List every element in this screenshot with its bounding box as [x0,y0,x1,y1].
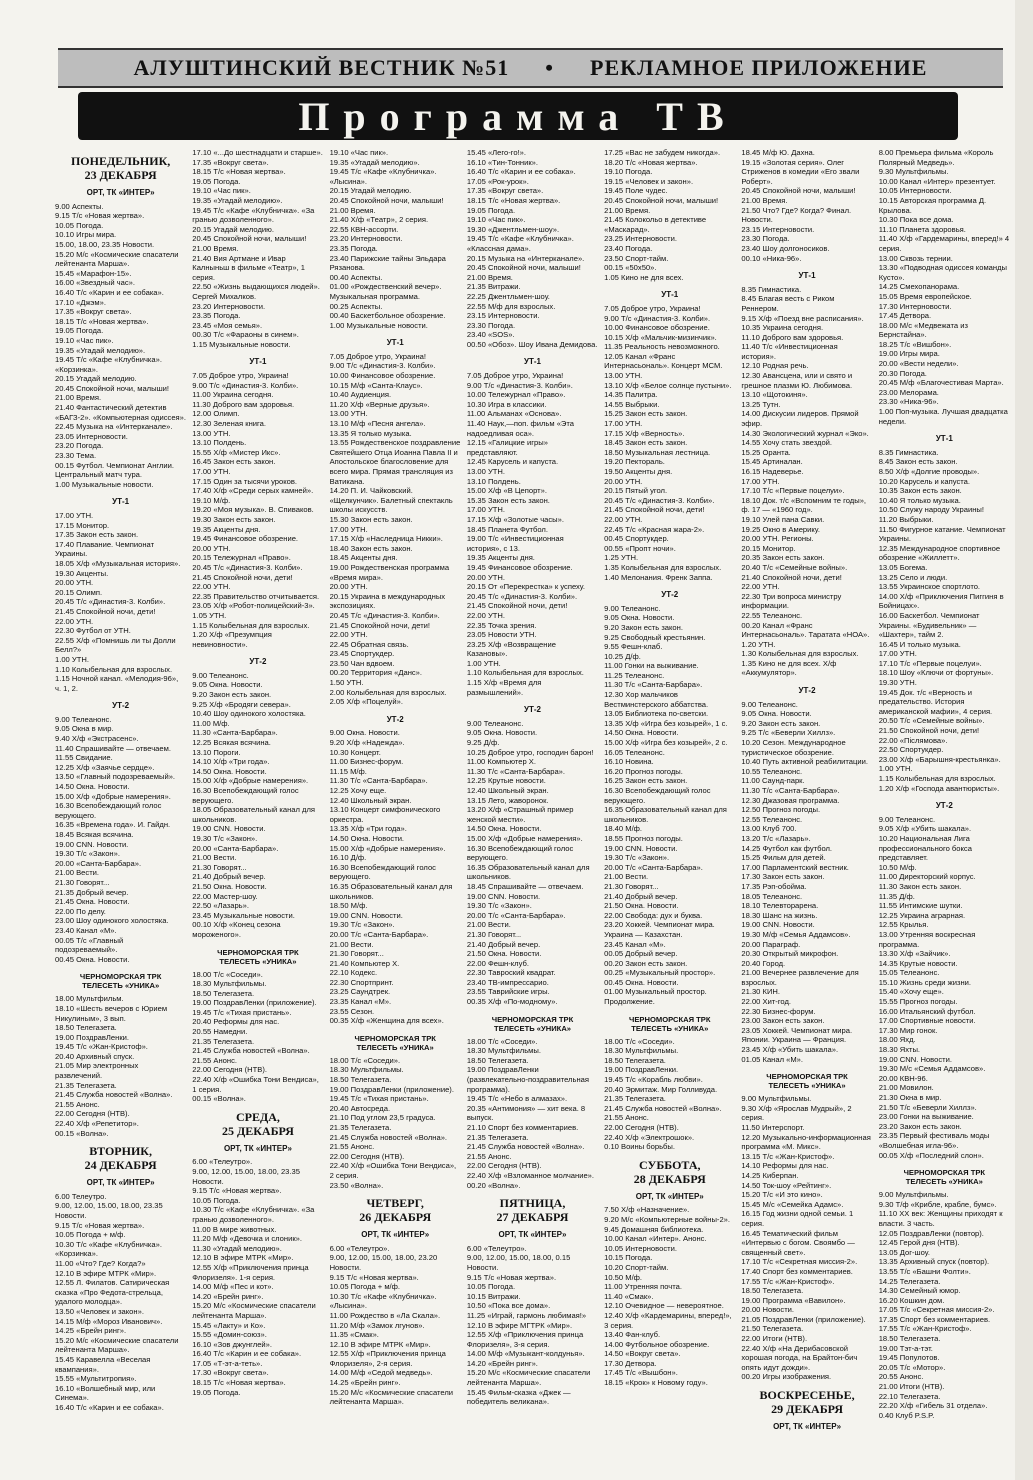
section-heading: УТ-2 [523,705,541,715]
channel-heading: ОРТ, ТК «ИНТЕР» [635,1191,704,1201]
program-listing: 6.00 «Телеутро». 9.00, 12.00, 15.00, 18.00, 23.35 Новости. 9.15 Т/с «Новая жертва». 10.05 Погода. 10.30 Т/с «Кафе «Клубничка». «За гранью дозволенного». 11.00 В мире животных. 11.20 М/ф «Девочка и слоник». 11.30 «Угадай мелодию». 12.10 В эфире МТРК «Мир». 12.55 Х/ф «Приключения принца Флоризеля». 1-я серия. 14.00 М/ф «Пес и кот». 14.20 «Брейн ринг». 15.20 М/с «Космические спасатели лейтенанта Марша». 15.45 «Лакту» и Ко». 15.55 «Домин-союз». 16.10 «Зов джунглей». 16.40 Т/с «Карин и ее собака». 17.05 «Т-эт-а-теть». 17.30 «Вокруг света». 18.15 Т/с «Новая жертва». 19.05 Погода. [192,1157,316,1397]
program-listing: 15.45 «Лего-го!». 16.10 «Тин-Тонник». 16.40 Т/с «Карин и ее собака». 17.05 «Рок-урок». 17.35 «Вокруг света». 18.15 Т/с «Новая жертва». 19.05 Погода. 19.10 «Час пик». 19.30 «Джентльмен-шоу». 19.45 Т/с «Кафе «Клубничка». «Классная дама». 20.15 Музыка на «Интерканале». 20.45 Спокойной ночи, малыши! 21.00 Время. 21.35 Витражи. 22.25 Джентльмен-шоу. 22.55 М/ф для взрослых. 23.15 Интерновости. 23.30 Погода. 23.40 «SOS». 00.50 «Обоз». Шоу Ивана Демидова. [466,148,598,349]
section-heading: УТ-1 [935,434,953,444]
regional-channel-heading: ЧЕРНОМОРСКАЯ ТРК ТЕЛЕСЕТЬ «УНИКА» [766,1072,848,1091]
program-listing: 9.00 Телеанонс. 9.05 Окна в мир. 9.40 Х/ф «Экстрасенс». 11.40 Спрашивайте — отвечаем. 11.55 Свидание. 12.25 Х/ф «Заячье сердце». 13.50 «Главный подозреваемый». 14.50 Окна. Новости. 15.00 Х/ф «Добрые намерения». 16.30 Всепобеждающий голос верующего. 16.35 «Времена года». И. Гайдн. 18.45 Всякая всячина. 19.00 CNN. Новости. 19.30 Т/с «Закон». 20.00 «Санта-Барбара». 21.00 Вести. 21.30 Говорят... 21.35 Добрый вечер. 21.45 Окна. Новости. 22.00 По делу. 23.00 Шоу одинокого холостяка. 23.40 Канал «М». 00.05 Т/с «Главный подозреваемый». 00.45 Окна. Новости. [55,714,176,964]
channel-heading: ОРТ, ТК «ИНТЕР» [86,188,155,197]
day-heading: ПЯТНИЦА, 27 ДЕКАБРЯ [496,1196,569,1225]
regional-channel-heading: ЧЕРНОМОРСКАЯ ТРК ТЕЛЕСЕТЬ «УНИКА» [903,1168,986,1187]
program-listing: 8.35 Гимнастика. 8.45 Закон есть закон. 8.50 Х/ф «Долгие проводы». 10.20 Карусель и капуста. 10.35 Закон есть закон. 10.40 Я только музыка. 10.50 Служу народу Украины! 11.20 Выбрыки. 11.50 Фигурное катание. Чемпионат Украины. 12.35 Международное спортивное обозрение «Жиллетт». 13.05 Богема. 13.25 Село и люди. 13.55 Украинское спортлото. 14.00 Х/ф «Приключения Пиггиня в Бойницах». 16.00 Баскетбол. Чемпионат Украины. «Будивельник» — «Шахтер», тайм 2. 16.45 И только музыка. 17.00 УТН. 17.10 Т/с «Первые поцелуи». 18.10 Шоу «Ключи от фортуны». 19.30 УТН. 19.45 Док. т/с «Верность и предательство. История американской мафии», 4 серия. 20.50 Т/с «Семейные войны». 21.50 Спокойной ночи, дети! 22.00 «Післямова». 22.50 Спортукдер. 23.00 Х/ф «Барышня-крестьянка». 1.00 УТН. 1.15 Колыбельная для взрослых. 1.20 Х/ф «Господа авантюристы». [878,447,1006,793]
section-heading: УТ-2 [798,686,816,696]
program-tv-logo [78,92,958,140]
program-listing: 9.00 Телеанонс. 9.05 Окна. Новости. 9.20 Закон есть закон. 9.25 Х/ф «Бродяги севера». 10.40 Шоу одинокого холостяка. 11.00 М/ф. 11.30 «Санта-Барбара». 12.25 Всякая всячина. 13.10 Пороги. 14.10 Х/ф «Три года». 14.50 Окна. Новости. 15.00 Х/ф «Добрые намерения». 16.30 Всепобеждающий голос верующего. 18.05 Образовательный канал для школьников. 19.00 CNN. Новости. 19.30 Т/с «Закон». 20.00 «Санта-Барбара». 21.00 Вести. 21.30 Говорят... 21.40 Добрый вечер. 21.50 Окна. Новости. 22.00 Мастер-шоу. 22.50 «Лазарь». 23.45 Музыкальные новости. 00.10 Х/ф «Конец сезона мороженого». [192,670,316,939]
program-listing: 8.35 Гимнастика. 8.45 Благая весть с Риком Реннером. 9.15 Х/ф «Поезд вне расписания». 10.35 Украина сегодня. 11.10 Доброго вам здоровья. 11.40 Т/с «Инвестиционная история». 12.10 Родная речь. 12.30 Авансцена, или и свято и грешное плазми Ю. Любимова. 13.10 «Щотокиня». 13.25 Тутн. 14.00 Дискусии лидеров. Прямой эфир. 14.30 Экологический журнал «Эко». 14.55 Хочу стать звездой. 15.25 Оранта. 15.45 Артиналан. 16.15 Надеверье. 17.00 УТН. 17.10 Т/с «Первые поцелуи». 18.10 Док. т/с «Вспомним те годы», ф. 17 — «1960 год». 19.10 Улей пана Савки. 19.25 Окно в Америку. 20.00 УТН. Регионы. 20.15 Монитор. 20.35 Закон есть закон. 20.40 Т/с «Семейные войны». 21.40 Спокойной ночи, дети! 22.00 УТН. 22.30 Три вопроса министру информации. 22.55 Телеанонс. 00.20 Канал «Франс Интернасьональ». Таратата «НОА». 1.20 УТН. 1.30 Колыбельная для взрослых. 1.35 Кино не для всех. Х/ф «Аккумулятор». [741,284,870,678]
schedule-column-6 [741,148,872,1473]
logo-text: Программа ТВ [298,94,738,139]
program-listing: 18.45 М/ф Ю. Дахна. 19.15 «Золотая серия». Олег Стриженов в комедии «Его звали Роберт». 20.45 Спокойной ночи, малыши! 21.00 Время. 21.50 Что? Где? Когда? Финал. Новости. 23.15 Интерновости. 23.30 Погода. 23.40 Шоу долгоносиков. 00.10 «Ника-96». [741,148,860,263]
channel-heading: ОРТ, ТК «ИНТЕР» [86,1178,155,1188]
schedule-column-3 [330,148,461,1473]
program-listing: 9.00 Аспекты. 9.15 Т/с «Новая жертва». 10.05 Погода. 10.10 Игры мира. 15.00, 18.00, 23.35 Новости. 15.20 М/с «Космические спасатели лейтенанта Марша». 15.45 «Марафон-15». 16.00 «Звездный час». 16.40 Т/с «Карин и ее собака». 17.10 «Джэм». 17.35 «Вокруг света». 18.15 Т/с «Новая жертва». 19.05 Погода. 19.10 «Час пик». 19.35 «Угадай мелодию». 19.45 Т/с «Кафе «Клубничка». «Корзинка». 20.15 Угадай мелодию. 20.45 Спокойной ночи, малыши! 21.00 Время. 21.40 Фантастический детектив «БАГЗ-2». «Компьютерная одиссея». 22.45 Музыка на «Интерканале». 23.05 Интерновости. 23.20 Погода. 23.30 Тема. 00.15 Футбол. Чемпионат Англии. Центральный матч тура. 1.00 Музыкальные новости. [55,201,186,489]
channel-heading: ОРТ, ТК «ИНТЕР» [361,1230,430,1240]
section-heading: УТ-1 [523,357,541,367]
schedule-column-2 [192,148,323,1473]
program-listing: 6.00 «Телеутро». 9.00, 12.00, 15.00, 18.00, 23.20 Новости. 9.15 Т/с «Новая жертва». 10.05 Погода + м/ф. 10.30 Т/с «Кафе «Клубничка». «Лысина». 11.00 Рождество в «Ла Скала». 11.20 М/ф «Замок лгунов». 11.35 «Смак». 12.10 В эфире МТРК «Мир». 12.55 Х/ф «Приключения принца Флоризеля», 2-я серия. 14.00 М/ф «Седой медведь». 14.25 «Брейн ринг». 15.20 М/с «Космические спасатели лейтенанта Марша». [329,1243,454,1407]
regional-channel-heading: ЧЕРНОМОРСКАЯ ТРК ТЕЛЕСЕТЬ «УНИКА» [354,1033,436,1052]
program-listing: 18.00 Т/с «Соседи». 18.30 Мультфильмы. 18.50 Телегазета. 19.00 ПоздравЛенки (развлекательно-поздравительная программа). 19.45 Т/с «Небо в алмазах». 20.35 «Антимония» — хит века. 8 выпуск. 21.10 Спорт без комментариев. 21.35 Телегазета. 21.45 Служба новостей «Волна». 21.55 Анонс. 22.00 Сегодня (НТВ). 22.40 Х/ф «Взломанное молчание». 00.20 «Волна». [466,1036,595,1190]
day-heading: СУББОТА, 28 ДЕКАБРЯ [633,1157,706,1186]
program-listing: 18.00 Т/с «Соседи». 18.30 Мультфильмы. 18.50 Телегазета. 19.00 ПоздравЛенки (приложение). 19.45 Т/с «Тихая пристань». 20.40 Реформы для нас. 20.55 Намедни. 21.35 Телегазета. 21.45 Служба новостей «Волна». 21.55 Анонс. 22.00 Сегодня (НТВ). 22.40 Х/ф «Ошибка Тони Вендиса», 1 серия. 00.15 «Волна». [192,969,319,1104]
section-heading: УТ-1 [112,497,130,507]
program-listing: 18.00 Мультфильм. 18.10 «Шесть вечеров с Юрием Никулиным», 3 вып. 18.50 Телегазета. 19.00 ПоздравЛенки. 19.45 Т/с «Жан-Кристоф». 20.40 Архивный спуск. 21.05 Мир электронных развлечений. 21.35 Телегазета. 21.45 Служба новостей «Волна». 21.55 Анонс. 22.00 Сегодня (НТВ). 22.40 Х/ф «Репетитор». 00.15 «Волна». [55,994,173,1138]
program-listing: 7.50 Х/ф «Назначение». 9.20 М/с «Компьютерные войны-2». 9.45 Домашняя библиотека. 10.00 Канал «Интер». Анонс. 10.05 Интерновости. 10.15 Погода. 10.20 Спорт-тайм. 10.50 М/ф. 11.00 Утренняя почта. 11.40 «Смак». 12.10 Очевидное — невероятное. 12.40 Х/ф «Кардемарины, вперед!», 3 серия. 13.40 Фан-клуб. 14.00 Футбольное обозрение. 14.50 «Вокруг света». 17.30 Детвора. 17.45 Т/с «Вышбон». 18.15 «Крок» к Новому году». [604,1205,732,1388]
schedule-column-7 [879,148,1010,1473]
program-listing: 8.00 Премьера фильма «Король Полярный Медведь». 9.30 Мультфильмы. 10.00 Канал «Интер» презентует. 10.05 Интерновости. 10.15 Авторская программа Д. Крылова. 10.30 Пока все дома. 11.10 Планета здоровья. 11.40 Х/ф «Гардемарины, вперед!» 4 серия. 13.00 Сквозь тернии. 13.30 «Подводная одиссея команды Кусто». 14.25 Смехопанорама. 15.05 Время европейское. 17.30 Интерновости. 17.45 Детвора. 18.00 М/с «Медвежата из Бернстайна». 18.25 Т/с «Вишбон». 19.00 Игры мира. 20.00 «Вести недели». 20.30 Погода. 20.45 М/ф «Благочестивая Марта». 23.00 Мелорама. 23.30 «Ника-96». 1.00 Поп-музыка. Лучшая двадцатка недели. [878,148,1010,426]
regional-channel-heading: ЧЕРНОМОРСКАЯ ТРК ТЕЛЕСЕТЬ «УНИКА» [491,1014,574,1033]
day-heading: ВТОРНИК, 24 ДЕКАБРЯ [84,1144,157,1173]
section-heading: УТ-2 [661,590,679,600]
program-listing: 9.00 Мультфильмы. 9.30 Х/ф «Ярослав Мудрый», 2 серия. 11.50 Интерспорт. 12.20 Музыкально-информационная программа «М. Микс». 13.15 Т/с «Жан-Кристоф». 14.10 Реформы для нас. 14.25 Киберпан. 14.50 Ток-шоу «Рейтинг». 15.20 Т/с «И это кино». 15.45 М/с «Семейка Адамс». 16.15 Год жизни одной семьи. 1 серия. 16.45 Тематический фильм «Интервью с богом. Своямбо — священный свет». 17.10 Т/с «Секретная миссия-2». 17.40 Спорт без комментариев. 17.55 Т/с «Жан-Кристоф». 18.50 Телегазета. 19.00 Программа «Вавилон». 20.00 Новости. 21.05 ПоздравЛенки (приложение). 21.50 Телегазета. 22.00 Итоги (НТВ). 22.40 Х/ф «На Дерибасовской хорошая погода, на Брайтон-бич опять идут дожди». 00.20 Игры изображения. [741,1094,871,1382]
section-heading: УТ-1 [798,271,816,281]
channel-heading: ОРТ, ТК «ИНТЕР» [223,1143,292,1153]
program-listing: 17.25 «Вас не забудем никогда». 18.20 Т/с «Новая жертва». 19.10 Погода. 19.15 «Человек и закон». 19.45 Поле чудес. 20.45 Спокойной ночи, малыши! 21.00 Время. 21.45 Колокольо в детективе «Маскарад». 23.25 Интерновости. 23.40 Погода. 23.50 Спорт-тайм. 00.15 «50х50». 1.05 Кино не для всех. [604,148,721,282]
channel-heading: ОРТ, ТК «ИНТЕР» [773,1422,842,1432]
logo-graphic [78,92,958,140]
day-heading: СРЕДА, 25 ДЕКАБРЯ [221,1109,294,1138]
program-listing: 7.05 Доброе утро, Украина! 9.00 Т/с «Династия-3. Колби». 11.00 Украина сегодня. 11.30 Доброго вам здоровья. 12.00 Олимп. 12.30 Зеленая книга. 13.00 УТН. 13.10 Полдень. 15.55 Х/ф «Мистер Икс». 16.45 Закон есть закон. 17.00 УТН. 17.15 Один за тысячи уроков. 17.40 Х/ф «Среди серых камней». 19.10 М/ф. 19.20 «Моя музыка». В. Спиваков. 19.30 Закон есть закон. 19.35 Акценты дня. 19.45 Финансовое обозрение. 20.00 УТН. 20.15 Тележурнал «Право». 20.45 Т/с «Династия-3. Колби». 21.45 Спокойной ночи, дети! 22.00 УТН. 22.35 Правительство отчитывается. 23.05 Х/ф «Робот-полицейский-3». 1.05 УТН. 1.15 Колыбельная для взрослых. 1.20 Х/ф «Презумпция невиновности». [192,371,320,649]
section-heading: УТ-2 [386,714,404,724]
program-listing: 7.05 Доброе утро, Украина! 9.00 Т/с «Династия-3. Колби». 10.00 Тележурнал «Право». 10.30 Игра в классики. 11.00 Альманах «Основа». 11.40 Наук,—поп. фильм «Эта надоедливая оса». 12.15 «Галицкие игры» представляют. 12.45 Карусель и капуста. 13.00 УТН. 13.10 Полдень. 15.00 Х/ф «В Цепорт». 15.35 Закон есть закон. 17.00 УТН. 17.15 Х/ф «Золотые часы». 18.45 Планета Футбол. 19.00 Т/с «Инвестиционная история», с 13. 19.35 Акценты дня. 19.45 Финансовое обозрение. 20.00 УТН. 20.15 От «Перекрестка» к успеху. 20.45 Т/с «Династия-3. Колби». 21.45 Спокойной ночи, дети! 22.00 УТН. 22.35 Точка зрения. 23.05 Новости УТН. 23.25 Х/ф «Возвращение Казановы». 1.00 УТН. 1.10 Колыбельная для взрослых. 1.15 Х/ф «Время для размышлений». [466,371,585,697]
program-listing: 18.00 Т/с «Соседи». 18.30 Мультфильмы. 18.50 Телегазета. 19.00 ПоздравЛенки. 19.45 Т/с «Корабль любви». 20.40 Эрмитаж. Мир Голливуда. 21.35 Телегазета. 21.45 Служба новостей «Волна». 21.55 Анонс. 22.00 Сегодня (НТВ). 22.40 Х/ф «Электрошок». 0.10 Воины борьбы. [604,1036,722,1152]
section-heading: УТ-2 [112,701,130,711]
program-listing: 9.00 Телеанонс. 9.05 Окна. Новости. 9.20 Закон есть закон. 9.25 Т/с «Беверли Хиллз». 10.20 Сезон. Международное туристическое обозрение. 10.40 Путь активной реабилитации. 10.55 Телеанонс. 11.00 Саунд-парк. 11.30 Т/с «Санта-Барбара». 12.30 Джазовая программа. 12.50 Прогноз погоды. 12.55 Телеанонс. 13.00 Клуб 700. 13.20 Т/с «Лазарь». 14.25 Футбол как футбол. 15.25 Фильм для детей. 17.00 Парламентский вестник. 17.30 Закон есть закон. 17.35 Рэп-обойма. 18.05 Телеанонс. 18.10 Телевторарена. 18.30 Шанс на жизнь. 19.00 CNN. Новости. 19.30 М/ф «Семья Аддамсов». 20.00 Параграф. 20.30 Открытый микрофон. 20.40 Город. 21.00 Вечернее развлечение для взрослых. 21.30 КИН. 22.00 Хит-год. 22.30 Бизнес-форум. 23.00 Закон есть закон. 23.05 Хоккей. Чемпионат мира. Японии. Украина — Франция. 23.45 Х/ф «Убить шакала». 01.05 Канал «М». [741,699,868,1064]
program-listing: 7.05 Доброе утро, Украина! 9.00 Т/с «Династия-3. Колби». 10.00 Финансовое обозрение. 10.15 Х/ф «Мальчик-мизинчик». 11.35 Реальность невозможного. 12.05 Канал «Франс Интернасьональ». Концерт МСМ. 13.00 УТН. 13.10 Х/ф «Белое солнце пустыни». 14.35 Палитра. 14.55 Выбрыки. 15.25 Закон есть закон. 17.00 УТН. 17.15 Х/ф «Верность». 18.45 Закон есть закон. 18.50 Музыкальная лестница. 19.20 Пектораль. 19.50 Акценты дня. 20.00 УТН. 20.15 Пятый угол. 20.45 Т/с «Династия-3. Колби». 21.45 Спокойной ночи, дети! 22.00 УТН. 22.45 Т/с «Красная жара-2». 00.45 Спортукдер. 00.55 «Пропт ночи». 1.25 УТН. 1.35 Колыбельная для взрослых. 1.40 Мелонания. Френк Заппа. [604,303,732,582]
masthead-bar [58,48,1003,88]
program-listing: 9.00 Телеанонс. 9.05 Окна. Новости. 9.25 Д/ф. 10.25 Доброе утро, господин барон! 11.00 Компьютер Х. 11.30 Т/с «Санта-Барбара». 12.25 Крутые новости. 12.40 Школьный экран. 13.15 Лето, жаворонок. 13.20 Х/ф «Страшный пример женской мести». 14.50 Окна. Новости. 15.00 Х/ф «Добрые намерения». 16.30 Всепобеждающий голос верующего. 16.35 Образовательный канал для школьников. 18.45 Спрашивайте — отвечаем. 19.00 CNN. Новости. 19.30 Т/с «Закон». 20.00 Т/с «Санта-Барбара». 21.00 Вести. 21.30 Говорят... 21.40 Добрый вечер. 21.50 Окна. Новости. 22.00 Фешн-клуб. 22.30 Тавроский квадрат. 23.40 ТВ-импрессарио. 23.55 Таврийские игры. 00.35 Х/ф «По-модному». [466,718,594,1007]
page-edge [1015,0,1033,1480]
schedule-column-5 [604,148,735,1473]
section-heading: УТ-1 [249,357,267,367]
schedule-column-1 [55,148,186,1473]
program-listing: 19.10 «Час пик». 19.35 «Угадай мелодию». 19.45 Т/с «Кафе «Клубничка». «Лысина». 20.15 Угадай мелодию. 20.45 Спокойной ночи, малыши! 21.00 Время. 21.40 Х/ф «Театр», 2 серия. 22.55 КВН-ассорти. 23.20 Интерновости. 23.35 Погода. 23.40 Парижские тайны Эльдара Рязанова. 00.40 Аспекты. 01.00 «Рождественский вечер». Музыкальная программа. 00.25 Аспекты. 00.40 Баскетбольное обозрение. 1.00 Музыкальные новости. [329,148,446,330]
day-heading: ЧЕТВЕРГ, 26 ДЕКАБРЯ [359,1196,432,1225]
program-listing: 7.05 Доброе утро, Украина! 9.00 Т/с «Династия-3. Колби». 10.00 Финансовое обозрение. 10.15 М/ф «Санта-Клаус». 10.40 Аудиенция. 11.20 Х/ф «Верные друзья». 13.00 УТН. 13.10 М/ф «Песня ангела». 13.35 Я только музыка. 13.55 Рождественское поздравление Святейшего Отца Иоанна Павла II и Апостольское благословение для всего мира. Прямая трансляция из Ватикана. 14.20 П. И. Чайковский. «Щелкунчик». Балетный спектакль школы искусств. 15.30 Закон есть закон. 17.00 УТН. 17.15 Х/ф «Наследница Никки». 18.40 Закон есть закон. 18.45 Акценты дня. 19.00 Рождественская программа «Время мира». 20.00 УТН. 20.15 Украина в международных экспозициях. 20.45 Т/с «Династия-3. Колби». 21.45 Спокойной ночи, дети! 22.00 УТН. 22.45 Обратная связь. 23.45 Спортукдер. 23.50 Чан вдвоем. 00.20 Территория «Данс». 1.50 УТН. 2.00 Колыбельная для взрослых. 2.05 Х/ф «Поцелуй». [329,351,461,707]
program-listing: 6.00 «Телеутро». 9.00, 12.00, 15.00, 18.00, 0.15 Новости. 9.15 Т/с «Новая жертва». 10.05 Погода. 10.15 Витражи. 10.50 «Пока все дома». 11.25 «Играй, гармонь любимая!» 12.10 В эфире МГТРК «Мир». 12.55 Х/ф «Приключения принца Флоризеля», 3-я серия. 14.00 М/ф «Музыкант-колдунья». 14.20 «Брейн ринг». 15.20 М/с «Космические спасатели лейтенанта Марша». 15.45 Фильм-сказка «Джек — победитель великана». [466,1243,591,1407]
channel-heading: ОРТ, ТК «ИНТЕР» [498,1230,567,1240]
tv-schedule-columns [55,148,1010,1473]
program-listing: 9.00 Телеанонс. 9.05 Окна. Новости. 9.20 Закон есть закон. 9.25 Свободный крестьянин. 9.55 Фешн-клаб. 10.25 Д/ф. 11.00 Гонки на выживание. 11.25 Телеанонс. 11.30 Т/с «Санта-Барбара». 12.30 Хор мальчиков Вестминстерского аббатства. 13.05 Библиотека по-светски. 13.35 Х/ф «Игра без козырей», 1 с. 14.50 Окна. Новости. 15.00 Х/ф «Игра без козырей», 2 с. 16.05 Телеанонс. 16.10 Новина. 16.20 Прогноз погоды. 16.25 Закон есть закон. 16.30 Всепобеждающий голос верующего. 16.35 Образовательный канал для школьников. 18.40 М/ф. 18.55 Прогноз погоды. 19.00 CNN. Новости. 19.30 Т/с «Закон». 20.00 Т/с «Санта-Барбара». 21.00 Вести. 21.30 Говорят... 21.40 Добрый вечер. 21.50 Окна. Новости. 22.00 Свобода: дух и буква. 23.20 Хоккей. Чемпионат мира. Украина — Казахстан. 23.45 Канал «М». 00.05 Добрый вечер. 00.20 Закон есть закон. 00.25 «Музыкальный простор». 00.45 Окна. Новости. 01.00 Музыкальный простор. Продолжение. [604,603,728,1007]
program-listing: 17.00 УТН. 17.15 Монитор. 17.35 Закон есть закон. 17.40 Плавание. Чемпионат Украины. 18.05 Х/ф «Музыкальная история». 19.30 Акценты. 20.00 УТН. 20.15 Олимп. 20.45 Т/с «Династия-3. Колби». 21.45 Спокойной ночи, дети! 22.00 УТН. 22.30 Футбол от УТН. 22.55 Х/ф «Помнишь ли ты Долли Белл?» 1.00 УТН. 1.10 Колыбельная для взрослых. 1.15 Ночной канал. «Мелодия-96», ч. 1, 2. [55,511,181,693]
day-heading: ВОСКРЕСЕНЬЕ, 29 ДЕКАБРЯ [759,1388,855,1417]
masthead-bullet: • [545,55,554,80]
program-listing: 17.10 «...До шестнадцати и старше». 17.35 «Вокруг света». 18.15 Т/с «Новая жертва». 19.05 Погода. 19.10 «Час пик». 19.35 «Угадай мелодию». 19.45 Т/с «Кафе «Клубничка». «За гранью дозволенного». 20.15 Угадай мелодию. 20.45 Спокойной ночи, малыши! 21.00 Время. 21.40 Вия Артмане и Ивар Калныньш в фильме «Театр», 1 серия. 22.50 «Жизнь выдающихся людей». Сергей Михалков. 23.20 Интерновости. 23.35 Погода. 23.45 «Моя семья». 00.30 Т/с «Фараоны в синем». 1.15 Музыкальные новости. [192,148,323,349]
masthead-title: АЛУШТИНСКИЙ ВЕСТНИК №51 [133,55,510,80]
section-heading: УТ-2 [935,801,953,811]
program-listing: 6.00 Телеутро. 9.00, 12.00, 15.00, 18.00, 23.35 Новости. 9.15 Т/с «Новая жертва». 10.05 Погода + м/ф. 10.30 Т/с «Кафе «Клубничка». «Корзинка». 11.00 «Что? Где? Когда?» 12.10 В эфире МТРК «Мир». 12.55 Л. Филатов. Сатирическая сказка «Про Федота-стрельца, удалого молодца». 13.50 «Человек и закон». 14.15 М/ф «Мороз Иванович». 14.25 «Брейн ринг». 15.20 М/с «Космические спасатели лейтенанта Марша». 15.45 Каравелла «Веселая квампания». 15.55 «Мультитропия». 16.10 «Волшебный мир, или Синема». 16.40 Т/с «Карин и ее собака». [55,1191,179,1412]
regional-channel-heading: ЧЕРНОМОРСКАЯ ТРК ТЕЛЕСЕТЬ «УНИКА» [629,1014,711,1033]
section-heading: УТ-1 [661,290,679,300]
program-listing: 9.00 Телеанонс. 9.05 Х/ф «Убить шакала». 10.20 Национальная Лига профессионального бокса представляет. 10.50 М/ф. 11.00 Директорский корпус. 11.30 Закон есть закон. 11.35 Д/ф. 11.55 Интимские шутки. 12.25 Украина аграрная. 12.55 Крылья. 13.00 Утренняя воскресная программа. 13.30 Х/ф «Зайчик». 14.35 Крутые новости. 15.05 Телеанонс. 15.10 Жизнь среди жизни. 15.40 «Хочу еще». 15.55 Прогноз погоды. 16.00 Итальянский футбол. 17.00 Спортивные новости. 17.30 Мир гонок. 18.00 Яхд. 18.30 Яхты. 19.00 CNN. Новости. 19.30 М/с «Семья Аддамсов». 20.00 КВН-96. 21.00 Мовилон. 21.30 Окна в мир. 21.50 Т/с «Беверли Хиллз». 23.00 Гонки на выживание. 23.20 Закон есть закон. 23.35 Первый фестиваль моды «Волшебная игла-96». 00.05 Х/ф «Последний слон». [878,814,990,1160]
day-heading: ПОНЕДЕЛЬНИК, 23 ДЕКАБРЯ [70,154,171,182]
program-listing: 18.00 Т/с «Соседи». 18.30 Мультфильмы. 18.50 Телегазета. 19.00 ПоздравЛенки (приложение). 19.45 Т/с «Тихая пристань». 20.40 Автосреда. 21.10 Под углом 23,5 градуса. 21.35 Телегазета. 21.45 Служба новостей «Волна». 21.55 Анонс. 22.00 Сегодня (НТВ). 22.40 Х/ф «Ошибка Тони Вендиса», 2 серия. 23.50 «Волна». [329,1055,457,1190]
regional-channel-heading: ЧЕРНОМОРСКАЯ ТРК ТЕЛЕСЕТЬ «УНИКА» [79,972,162,991]
section-heading: УТ-2 [249,657,267,667]
regional-channel-heading: ЧЕРНОМОРСКАЯ ТРК ТЕЛЕСЕТЬ «УНИКА» [217,947,299,966]
schedule-column-4 [467,148,598,1473]
program-listing: 9.00 Окна. Новости. 9.20 Х/ф «Надежда». 10.30 Концерт. 11.00 Бизнес-форум. 11.15 М/ф. 11.30 Т/с «Санта-Барбара». 12.25 Хочу еще. 12.40 Школьный экран. 13.10 Концерт симфонического оркестра. 13.35 Х/ф «Три года». 14.50 Окна. Новости. 15.00 Х/ф «Добрые намерения». 16.10 Д/ф. 16.30 Всепобеждающий голос верующего. 16.35 Образовательный канал для школьников. 18.50 М/ф. 19.00 CNN. Новости. 19.30 Т/с «Закон». 20.00 Т/с «Санта-Барбара». 21.00 Вести. 21.30 Говорят... 21.40 Компьютер Х. 22.10 Кодекс. 22.30 Спортпринт. 23.25 Саундтрек. 23.35 Канал «М». 23.55 Сезон. 00.35 Х/ф «Женщина для всех». [329,728,453,1026]
masthead-subtitle: РЕКЛАМНОЕ ПРИЛОЖЕНИЕ [590,55,928,80]
section-heading: УТ-1 [386,338,404,348]
program-listing: 9.00 Мультфильмы. 9.30 Т/ф «Крибле, крабле, бумс». 11.10 XX век: Женщины приходят к власти. 3 часть. 12.05 ПоздравЛенки (повтор). 12.45 Герой дня (НТВ). 13.05 Дог-шоу. 13.35 Архивный спуск (повтор). 13.55 Т/с «Башни Фолти». 14.25 Телегазета. 14.30 Семейный юмор. 16.20 Кошкин дом. 17.05 Т/с «Секретная миссия-2». 17.35 Спорт без комментариев. 17.55 Т/с «Жан-Кристоф». 18.50 Телегазета. 19.00 Тэт-а-тэт. 19.45 Популотов. 20.05 Т/с «Мотор». 20.55 Анонс. 21.00 Итоги (НТВ). 22.10 Телегазета. 22.20 Х/ф «Гибель 31 отдела». 0.40 Клуб P.S.P. [878,1190,1003,1420]
